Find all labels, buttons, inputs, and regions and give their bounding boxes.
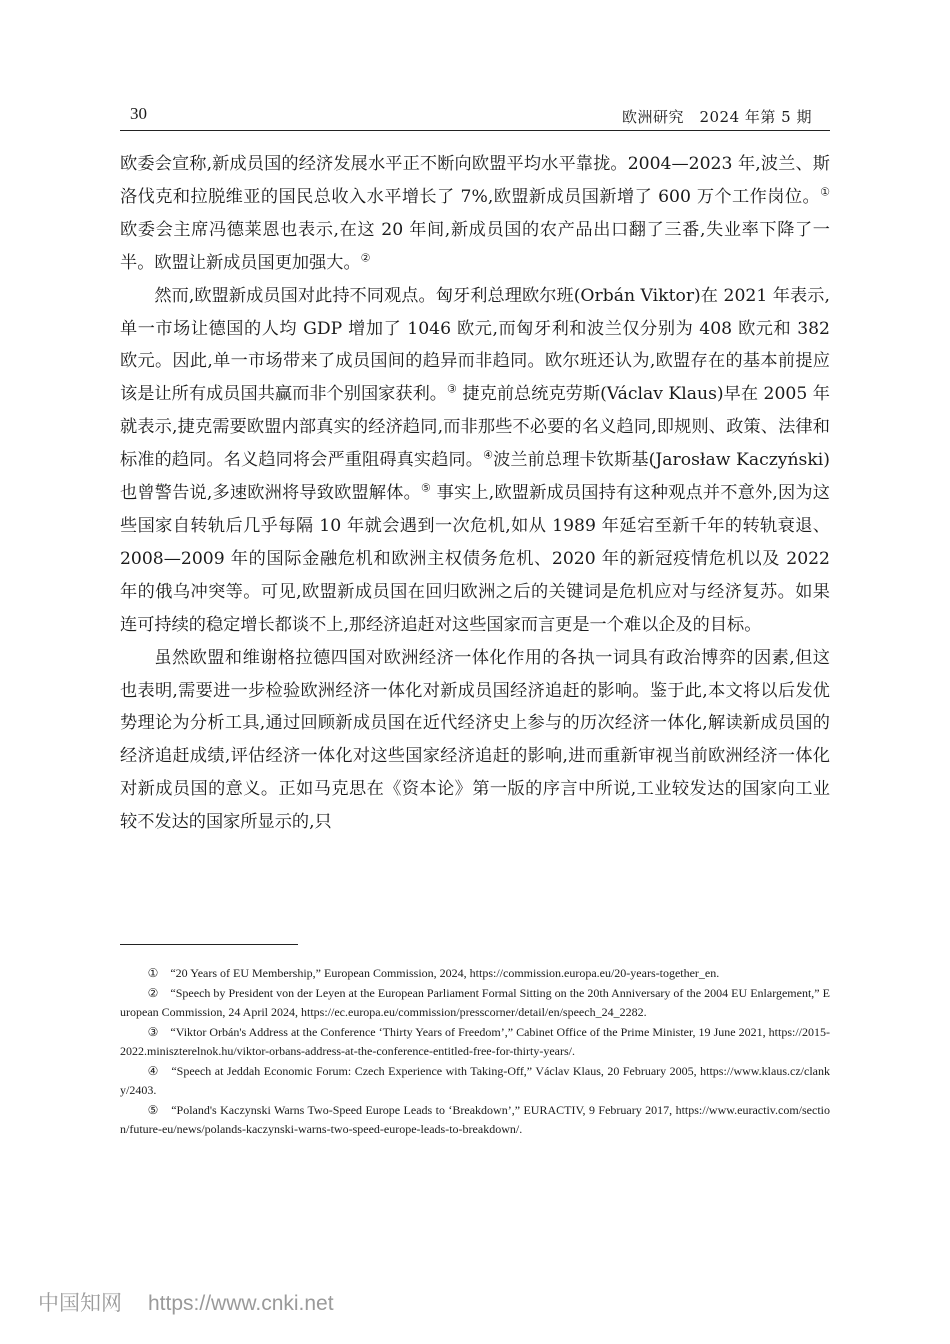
journal-issue-label: 欧洲研究 2024 年第 5 期 (621, 108, 812, 126)
watermark-site-name: 中国知网 (38, 1291, 122, 1315)
paragraph-2: 然而,欧盟新成员国对此持不同观点。匈牙利总理欧尔班(Orbán Viktor)在 2021 年表示,单一市场让德国的人均 GDP 增加了 1046 欧元,而匈牙利和波兰仅分别为 408 欧元和 382 欧元。因此,单一市场带来了成员国间的趋异而非趋同。欧尔班还认为,欧盟存在的基本前提应该是让所有成员国共赢而非个别国家获利。③ 捷克前总统克劳斯(Václav Klaus)早在 2005 年就表示,捷克需要欧盟内部真实的经济趋同,而非那些不必要的名义趋同,即规则、政策、法律和标准的趋同。名义趋同将会严重阻碍真实趋同。④波兰前总理卡钦斯基(Jarosław Kaczyński)也曾警告说,多速欧洲将导致欧盟解体。⑤ 事实上,欧盟新成员国持有这种观点并不意外,因为这些国家自转轨后几乎每隔 10 年就会遇到一次危机,如从 1989 年延宕至新千年的转轨衰退、2008—2009 年的国际金融危机和欧洲主权债务危机、2020 年的新冠疫情危机以及 2022 年的俄乌冲突等。可见,欧盟新成员国在回归欧洲之后的关键词是危机应对与经济复苏。如果连可持续的稳定增长都谈不上,那经济追赶对这些国家而言更是一个难以企及的目标。 (120, 285, 830, 635)
footnote-1: ① “20 Years of EU Membership,” European Commission, 2024, https://commission.europa.eu/20-years-together_en. (147, 966, 720, 980)
footnote-divider (120, 944, 298, 945)
footnote-2: ② “Speech by President von der Leyen at the European Parliament Formal Sitting on the 20th Anniversary of the 2004 EU Enlargement,” European Commission, 24 April 2024, https://ec.europa.eu/commission/presscorner/detail/en/speech_24_2282. (120, 985, 830, 1019)
cnki-watermark (38, 1287, 334, 1317)
paragraph-1: 欧委会宣称,新成员国的经济发展水平正不断向欧盟平均水平靠拢。2004—2023 年,波兰、斯洛伐克和拉脱维亚的国民总收入水平增长了 7%,欧盟新成员国新增了 600 万个工作岗位。① 欧委会主席冯德莱恩也表示,在这 20 年间,新成员国的农产品出口翻了三番,失业率下降了一半。欧盟让新成员国更加强大。② (120, 154, 830, 273)
footnote-ref-4[interactable]: ④ (483, 448, 494, 462)
footnote-5: ⑤ “Poland's Kaczynski Warns Two-Speed Europe Leads to ‘Breakdown’,” EURACTIV, 9 February 2017, https://www.euractiv.com/section/future-eu/news/polands-kaczynski-warns-two-speed-europe-leads-to-breakdown/. (120, 1102, 830, 1136)
footnote-ref-1[interactable]: ① (820, 185, 830, 199)
body-text (120, 148, 830, 839)
watermark-url: https://www.cnki.net (148, 1292, 334, 1315)
page-header (120, 104, 830, 131)
footnote-ref-2[interactable]: ② (360, 250, 371, 264)
footnote-ref-3[interactable]: ③ (447, 382, 457, 396)
footnote-4: ④ “Speech at Jeddah Economic Forum: Czech Experience with Taking-Off,” Václav Klaus, 20 February 2005, https://www.klaus.cz/clanky/2403. (120, 1063, 830, 1097)
paragraph-3: 虽然欧盟和维谢格拉德四国对欧洲经济一体化作用的各执一词具有政治博弈的因素,但这也表明,需要进一步检验欧洲经济一体化对新成员国经济追赶的影响。鉴于此,本文将以后发优势理论为分析工具,通过回顾新成员国在近代经济史上参与的历次经济一体化,解读新成员国的经济追赶成绩,评估经济一体化对这些国家经济追赶的影响,进而重新审视当前欧洲经济一体化对新成员国的意义。正如马克思在《资本论》第一版的序言中所说,工业较发达的国家向工业较不发达的国家所显示的,只 (120, 647, 830, 833)
footnote-ref-5[interactable]: ⑤ (420, 481, 432, 495)
footnotes (120, 964, 830, 1140)
page-number: 30 (130, 104, 147, 123)
footnote-3: ③ “Viktor Orbán's Address at the Conference ‘Thirty Years of Freedom’,” Cabinet Office of the Prime Minister, 19 June 2021, https://2015-2022.miniszterelnok.hu/viktor-orbans-address-at-the-conference-entitled-free-for-thirty-years/. (120, 1024, 830, 1058)
